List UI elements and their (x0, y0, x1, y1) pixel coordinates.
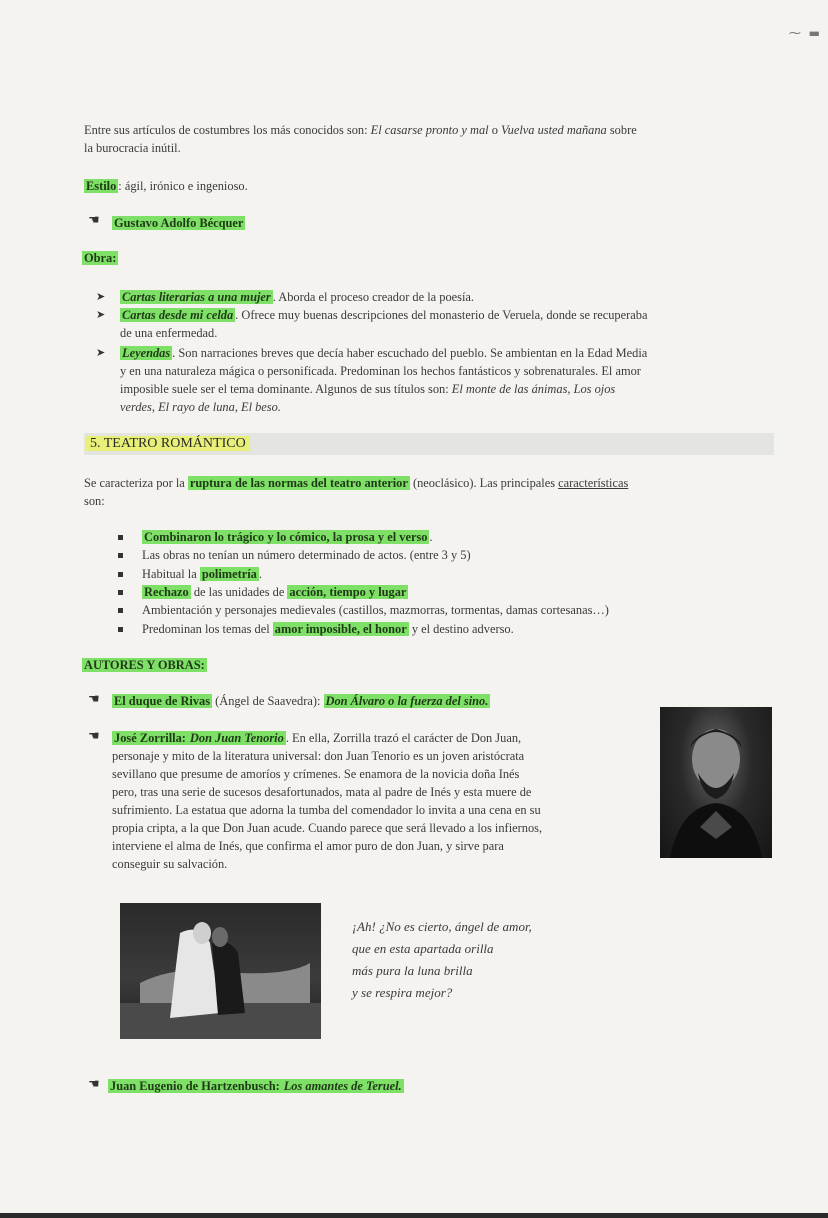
obra-label (82, 249, 118, 267)
square-bullet-icon (118, 535, 123, 540)
section-heading (86, 434, 250, 454)
square-bullet-icon (118, 590, 123, 595)
work-description: . Aborda el proceso creador de la poesía. (272, 290, 474, 304)
work-description-cont: y en una naturaleza mágica o personificada. Predominan los hechos fantásticos y sobrenaturales. El amor (120, 364, 641, 378)
obra-label-text: Obra: (84, 251, 117, 265)
section-intro (84, 474, 776, 492)
work-titles-cont: verdes, El rayo de luna, El beso. (120, 400, 281, 414)
author-zorrilla (112, 729, 648, 747)
highlight-text: Rechazo (144, 585, 189, 599)
square-bullet-icon (118, 608, 123, 613)
intro-text: (neoclásico). Las principales (409, 476, 559, 490)
author-name: Gustavo Adolfo Bécquer (114, 216, 244, 230)
work-title: Los amantes de Teruel. (283, 1079, 402, 1093)
feature-bullet-4 (142, 583, 408, 601)
zorrilla-line: sevillano que presume de amoríos y crímenes. Se enamora de la novicia doña Inés (112, 767, 520, 781)
intro-text: sobre (606, 123, 637, 137)
highlight-text: polimetría (201, 567, 257, 581)
feature-bullet-1 (142, 528, 433, 546)
bullet-text: de las unidades de (190, 585, 288, 599)
hand-pointer-icon: ☚ (88, 1077, 100, 1092)
highlight-text: Combinaron lo trágico y lo cómico, la prosa y el verso (144, 530, 428, 544)
feature-bullet-6 (142, 620, 514, 638)
intro-text: Se caracteriza por la (84, 476, 188, 490)
bullet-text: Predominan los temas del (142, 622, 273, 636)
work-title: Don Juan Tenorio (189, 731, 284, 745)
zorrilla-line: propia cripta, a la que Don Juan acude. Cuando parece que será llevado a los infiernos, (112, 821, 543, 835)
work-titles: El monte de las ánimas, Los ojos (451, 382, 616, 396)
hand-pointer-icon: ☚ (88, 692, 100, 707)
bullet-text: y el destino adverso. (408, 622, 514, 636)
author-name: El duque de Rivas (114, 694, 211, 708)
author-becquer (112, 214, 245, 232)
quote-block (352, 916, 532, 1004)
author-name: Juan Eugenio de Hartzenbusch: (110, 1079, 280, 1093)
section-intro-cont: son: (84, 494, 105, 508)
work-title: Leyendas (122, 346, 171, 360)
estilo-text: : ágil, irónico e ingenioso. (118, 179, 248, 193)
autores-heading (82, 656, 207, 674)
arrow-bullet-icon: ➤ (96, 308, 106, 321)
arrow-bullet-icon: ➤ (96, 290, 106, 303)
intro-line-1 (84, 121, 784, 139)
work-description: . Son narraciones breves que decía haber escuchado del pueblo. Se ambientan en la Edad Media (172, 346, 648, 360)
arrow-bullet-icon: ➤ (96, 346, 106, 359)
square-bullet-icon (118, 627, 123, 632)
estilo-line (84, 177, 248, 195)
becquer-item-1 (120, 288, 780, 306)
quote-line: ¡Ah! ¿No es cierto, ángel de amor, (352, 919, 532, 934)
zorrilla-portrait (660, 707, 772, 858)
bullet-text: Habitual la (142, 567, 200, 581)
work-description-cont (120, 380, 780, 398)
portrait-icon (660, 707, 772, 858)
work-title: Vuelva usted mañana (501, 123, 607, 137)
quote-line: que en esta apartada orilla (352, 941, 494, 956)
autores-heading-text: AUTORES Y OBRAS: (84, 658, 205, 672)
highlight-text: ruptura de las normas del teatro anterior (189, 476, 408, 490)
author-name: José Zorrilla: (114, 731, 186, 745)
estilo-label: Estilo (86, 179, 117, 193)
description-text: imposible suele ser el tema dominante. Algunos de sus títulos son: (120, 382, 452, 396)
work-title: El casarse pronto y mal (370, 123, 489, 137)
author-hartzenbusch (108, 1077, 404, 1095)
zorrilla-line: sufrimiento. La estatua que adorna la tumba del comendador lo invita a una cena en su (112, 803, 541, 817)
author-detail: (Ángel de Saavedra): (212, 694, 324, 708)
quote-line: más pura la luna brilla (352, 963, 473, 978)
becquer-item-3 (120, 344, 780, 362)
work-title: Cartas literarias a una mujer (122, 290, 271, 304)
zorrilla-line: personaje y mito de la literatura universal: don Juan Tenorio es un joven aristócrata (112, 749, 525, 763)
stage-photo-icon (120, 903, 321, 1039)
don-juan-stage-photo (120, 903, 321, 1039)
hand-pointer-icon: ☚ (88, 729, 100, 744)
work-description-cont: de una enfermedad. (120, 326, 218, 340)
edge-mark-icon: ⁓ ▬ (788, 26, 822, 40)
intro-line-2: la burocracia inútil. (84, 141, 181, 155)
author-rivas (112, 692, 490, 710)
intro-text: Entre sus artículos de costumbres los más conocidos son: (84, 123, 371, 137)
section-title: 5. TEATRO ROMÁNTICO (86, 436, 250, 451)
hand-pointer-icon: ☚ (88, 213, 100, 228)
zorrilla-line: pero, tras una serie de sucesos desafortunados, mata al padre de Inés y esta muere de (112, 785, 532, 799)
square-bullet-icon (118, 572, 123, 577)
underlined-text: características (558, 476, 629, 490)
feature-bullet-2: Las obras no tenían un número determinado de actos. (entre 3 y 5) (142, 548, 471, 562)
work-title: Cartas desde mi celda (122, 308, 234, 322)
zorrilla-line: interviene el alma de Inés, que confirma el amor puro de don Juan, y sirve para (112, 839, 504, 853)
bullet-text: . (258, 567, 262, 581)
feature-bullet-3 (142, 565, 262, 583)
quote-line: y se respira mejor? (352, 985, 453, 1000)
work-title: Don Álvaro o la fuerza del sino. (325, 694, 489, 708)
zorrilla-line: conseguir su salvación. (112, 857, 228, 871)
highlight-text: acción, tiempo y lugar (289, 585, 407, 599)
description-text: . En ella, Zorrilla trazó el carácter de Don Juan, (285, 731, 522, 745)
becquer-item-2 (120, 306, 780, 324)
page-bottom-edge (0, 1213, 828, 1218)
bullet-text: . (429, 530, 433, 544)
work-description: . Ofrece muy buenas descripciones del monasterio de Veruela, donde se recuperaba (235, 308, 648, 322)
square-bullet-icon (118, 553, 123, 558)
feature-bullet-5: Ambientación y personajes medievales (castillos, mazmorras, tormentas, damas cortesanas…) (142, 603, 609, 617)
highlight-text: amor imposible, el honor (274, 622, 407, 636)
intro-text: o (488, 123, 501, 137)
